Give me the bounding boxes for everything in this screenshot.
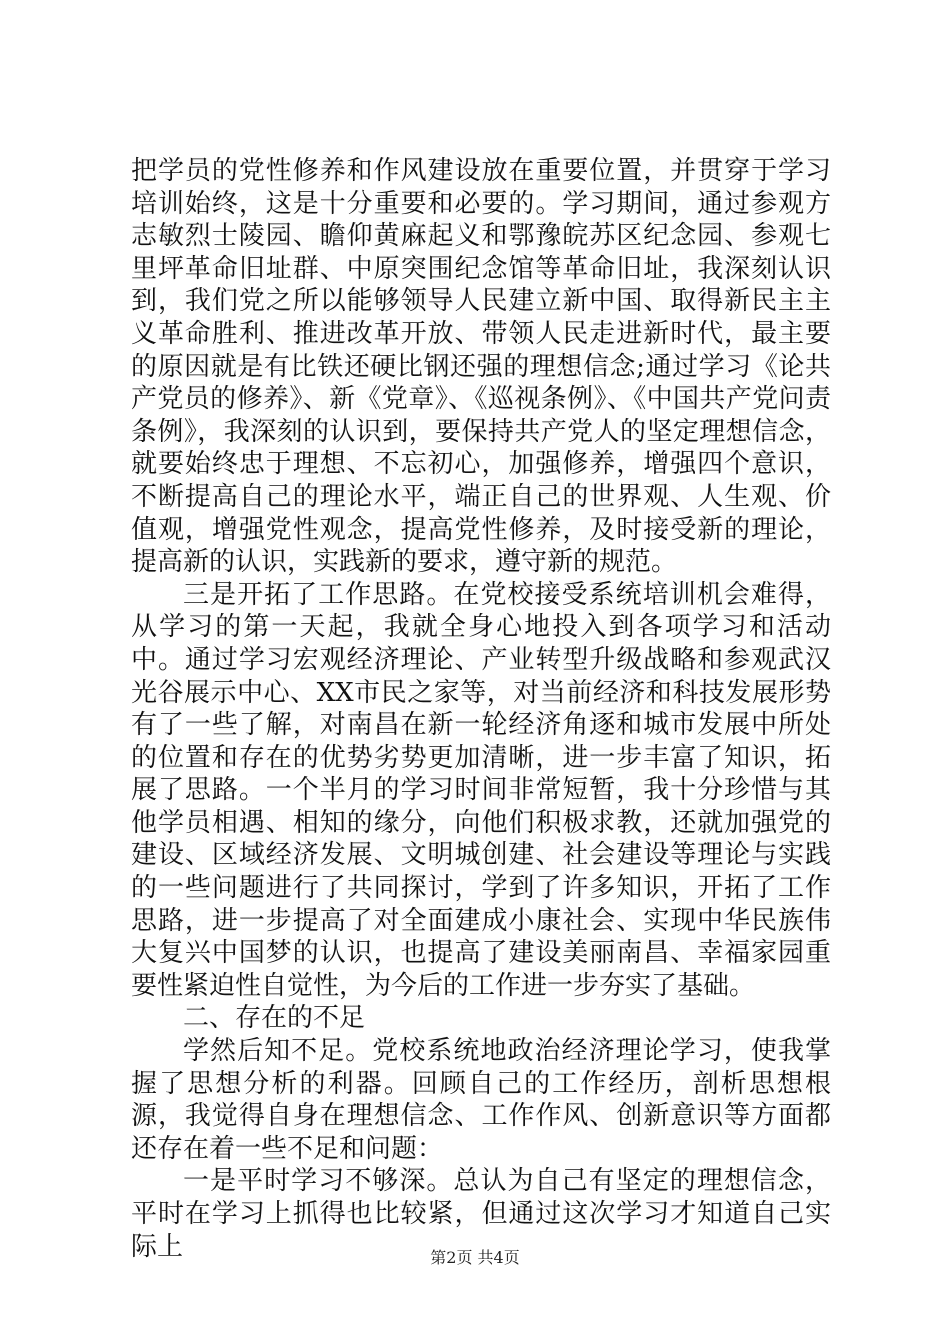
paragraph-2: 三是开拓了工作思路。在党校接受系统培训机会难得，从学习的第一天起，我就全身心地投入到各项学习和活动中。通过学习宏观经济理论、产业转型升级战略和参观武汉光谷展示中心、XX市民之家等，对当前经济和科技发展形势有了一些了解，对南昌在新一轮经济角逐和城市发展中所处的位置和存在的优势劣势更加清晰，进一步丰富了知识，拓展了思路。一个半月的学习时间非常短暂，我十分珍惜与其他学员相遇、相知的缘分，向他们积极求教，还就加强党的建设、区域经济发展、文明城创建、社会建设等理论与实践的一些问题进行了共同探讨，学到了许多知识，开拓了工作思路，进一步提高了对全面建成小康社会、实现中华民族伟大复兴中国梦的认识，也提高了建设美丽南昌、幸福家园重要性紧迫性自觉性，为今后的工作进一步夯实了基础。 [131,579,831,1001]
paragraph-1: 把学员的党性修养和作风建设放在重要位置，并贯穿于学习培训始终，这是十分重要和必要的。学习期间，通过参观方志敏烈士陵园、瞻仰黄麻起义和鄂豫皖苏区纪念园、参观七里坪革命旧址群、中原突围纪念馆等革命旧址，我深刻认识到，我们党之所以能够领导人民建立新中国、取得新民主主义革命胜利、推进改革开放、带领人民走进新时代，最主要的原因就是有比铁还硬比钢还强的理想信念;通过学习《论共产党员的修养》、新《党章》、《巡视条例》、《中国共产党问责条例》，我深刻的认识到，要保持共产党人的坚定理想信念，就要始终忠于理想、不忘初心，加强修养，增强四个意识，不断提高自己的理论水平，端正自己的世界观、人生观、价值观，增强党性观念，提高党性修养，及时接受新的理论，提高新的认识，实践新的要求，遵守新的规范。 [131,156,831,578]
paragraph-4: 一是平时学习不够深。总认为自己有坚定的理想信念，平时在学习上抓得也比较紧，但通过这次学习才知道自己实际上 [131,1166,831,1262]
document-body [131,155,831,1263]
page-footer: 第2页 共4页 [430,1248,520,1267]
paragraph-3: 学然后知不足。党校系统地政治经济理论学习，使我掌握了思想分析的利器。回顾自己的工作经历，剖析思想根源，我觉得自身在理想信念、工作作风、创新意识等方面都还存在着一些不足和问题： [131,1036,831,1164]
section-heading: 二、存在的不足 [183,1003,366,1034]
